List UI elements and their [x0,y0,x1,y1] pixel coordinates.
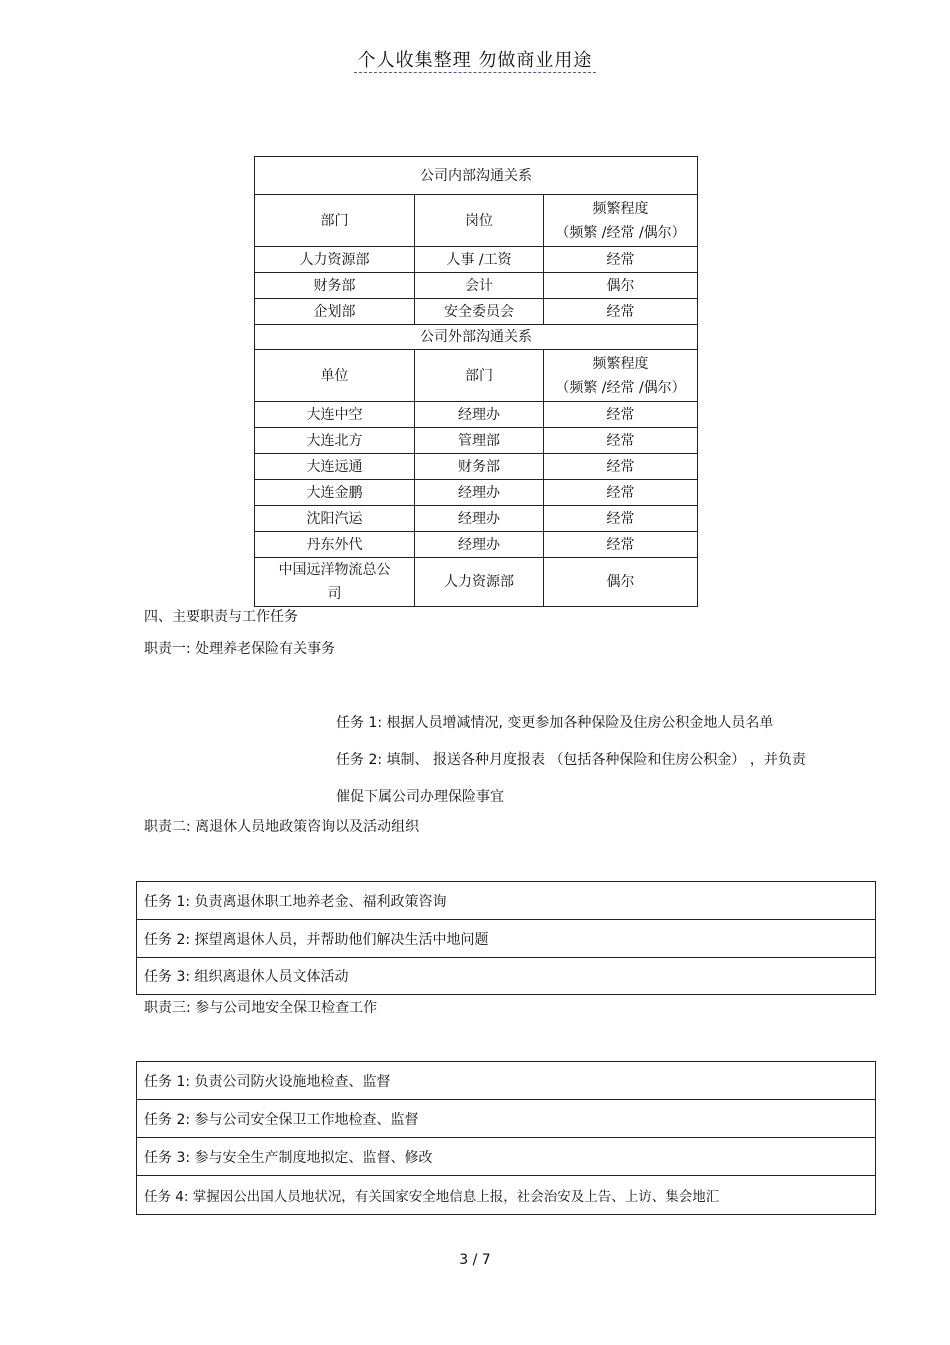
list-item [137,1062,876,1100]
cell-unit: 大连远通 [255,454,415,480]
page-header: 个人收集整理 勿做商业用途 [354,46,596,73]
cell-unit: 大连金鹏 [255,480,415,506]
cell-frequency: 偶尔 [544,558,698,607]
duty2-task2: 任务 2: 探望离退休人员，并帮助他们解决生活中地问题 [137,920,876,958]
cell-dept: 经理办 [415,402,544,428]
duty3-title: 职责三: 参与公司地安全保卫检查工作 [144,1000,378,1016]
page-number: 3 / 7 [459,1252,491,1268]
cell-unit: 丹东外代 [255,532,415,558]
cell-unit-line2: 司 [327,586,342,602]
table-row [255,299,698,325]
frequency-options: （频繁 /经常 /偶尔） [555,379,686,396]
cell-position: 会计 [415,273,544,299]
duty1-task1: 任务 1: 根据人员增减情况, 变更参加各种保险及住房公积金地人员名单 [336,715,774,731]
table-row [255,480,698,506]
cell-unit: 沈阳汽运 [255,506,415,532]
list-item [137,958,876,995]
cell-dept: 经理办 [415,506,544,532]
duty1-task2-continued: 催促下属公司办理保险事宜 [336,789,504,805]
cell-dept: 财务部 [415,454,544,480]
table-row [255,402,698,428]
cell-frequency: 偶尔 [544,273,698,299]
duty2-title: 职责二: 离退休人员地政策咨询以及活动组织 [144,819,420,835]
duty3-task-table [136,1061,876,1215]
duty2-task-table [136,881,876,995]
cell-dept: 财务部 [255,273,415,299]
cell-frequency: 经常 [544,480,698,506]
internal-col-dept: 部门 [255,195,415,247]
duty2-task1: 任务 1: 负责离退休职工地养老金、福利政策咨询 [137,882,876,920]
cell-frequency: 经常 [544,428,698,454]
cell-frequency: 经常 [544,247,698,273]
duty3-task4: 任务 4: 掌握因公出国人员地状况，有关国家安全地信息上报，社会治安及上告、上访、集会地汇 [137,1176,876,1215]
cell-unit [255,558,415,607]
cell-position: 人事 /工资 [415,247,544,273]
cell-frequency: 经常 [544,402,698,428]
duty1-task2: 任务 2: 填制、 报送各种月度报表 （包括各种保险和住房公积金） ，并负责 [336,752,806,768]
table-row [255,247,698,273]
duty3-task1: 任务 1: 负责公司防火设施地检查、监督 [137,1062,876,1100]
table-row [255,454,698,480]
duty2-task3: 任务 3: 组织离退休人员文体活动 [137,958,876,995]
cell-frequency: 经常 [544,454,698,480]
table-row [255,558,698,607]
cell-unit-line1: 中国远洋物流总公 [278,562,391,578]
list-item [137,1138,876,1176]
cell-unit: 大连中空 [255,402,415,428]
cell-frequency: 经常 [544,506,698,532]
external-col-frequency [544,350,698,402]
external-section-title: 公司外部沟通关系 [255,325,698,350]
table-row [255,428,698,454]
duty3-task3: 任务 3: 参与安全生产制度地拟定、监督、修改 [137,1138,876,1176]
cell-frequency: 经常 [544,532,698,558]
table-row [255,506,698,532]
external-col-dept: 部门 [415,350,544,402]
internal-col-frequency [544,195,698,247]
internal-col-position: 岗位 [415,195,544,247]
list-item [137,882,876,920]
cell-frequency: 经常 [544,299,698,325]
frequency-label: 频繁程度 [592,355,649,372]
internal-section-title: 公司内部沟通关系 [255,157,698,195]
cell-dept: 经理办 [415,532,544,558]
table-row [255,532,698,558]
cell-position: 安全委员会 [415,299,544,325]
cell-dept: 企划部 [255,299,415,325]
cell-dept: 经理办 [415,480,544,506]
cell-dept: 人力资源部 [255,247,415,273]
cell-dept: 管理部 [415,428,544,454]
list-item [137,920,876,958]
list-item [137,1100,876,1138]
frequency-label: 频繁程度 [592,200,649,217]
external-col-unit: 单位 [255,350,415,402]
duty3-task2: 任务 2: 参与公司安全保卫工作地检查、监督 [137,1100,876,1138]
section-title: 四、主要职责与工作任务 [144,609,298,625]
table-row [255,273,698,299]
communication-table [254,156,698,607]
duty1-title: 职责一: 处理养老保险有关事务 [144,641,336,657]
cell-dept: 人力资源部 [415,558,544,607]
list-item [137,1176,876,1215]
cell-unit: 大连北方 [255,428,415,454]
frequency-options: （频繁 /经常 /偶尔） [555,224,686,241]
